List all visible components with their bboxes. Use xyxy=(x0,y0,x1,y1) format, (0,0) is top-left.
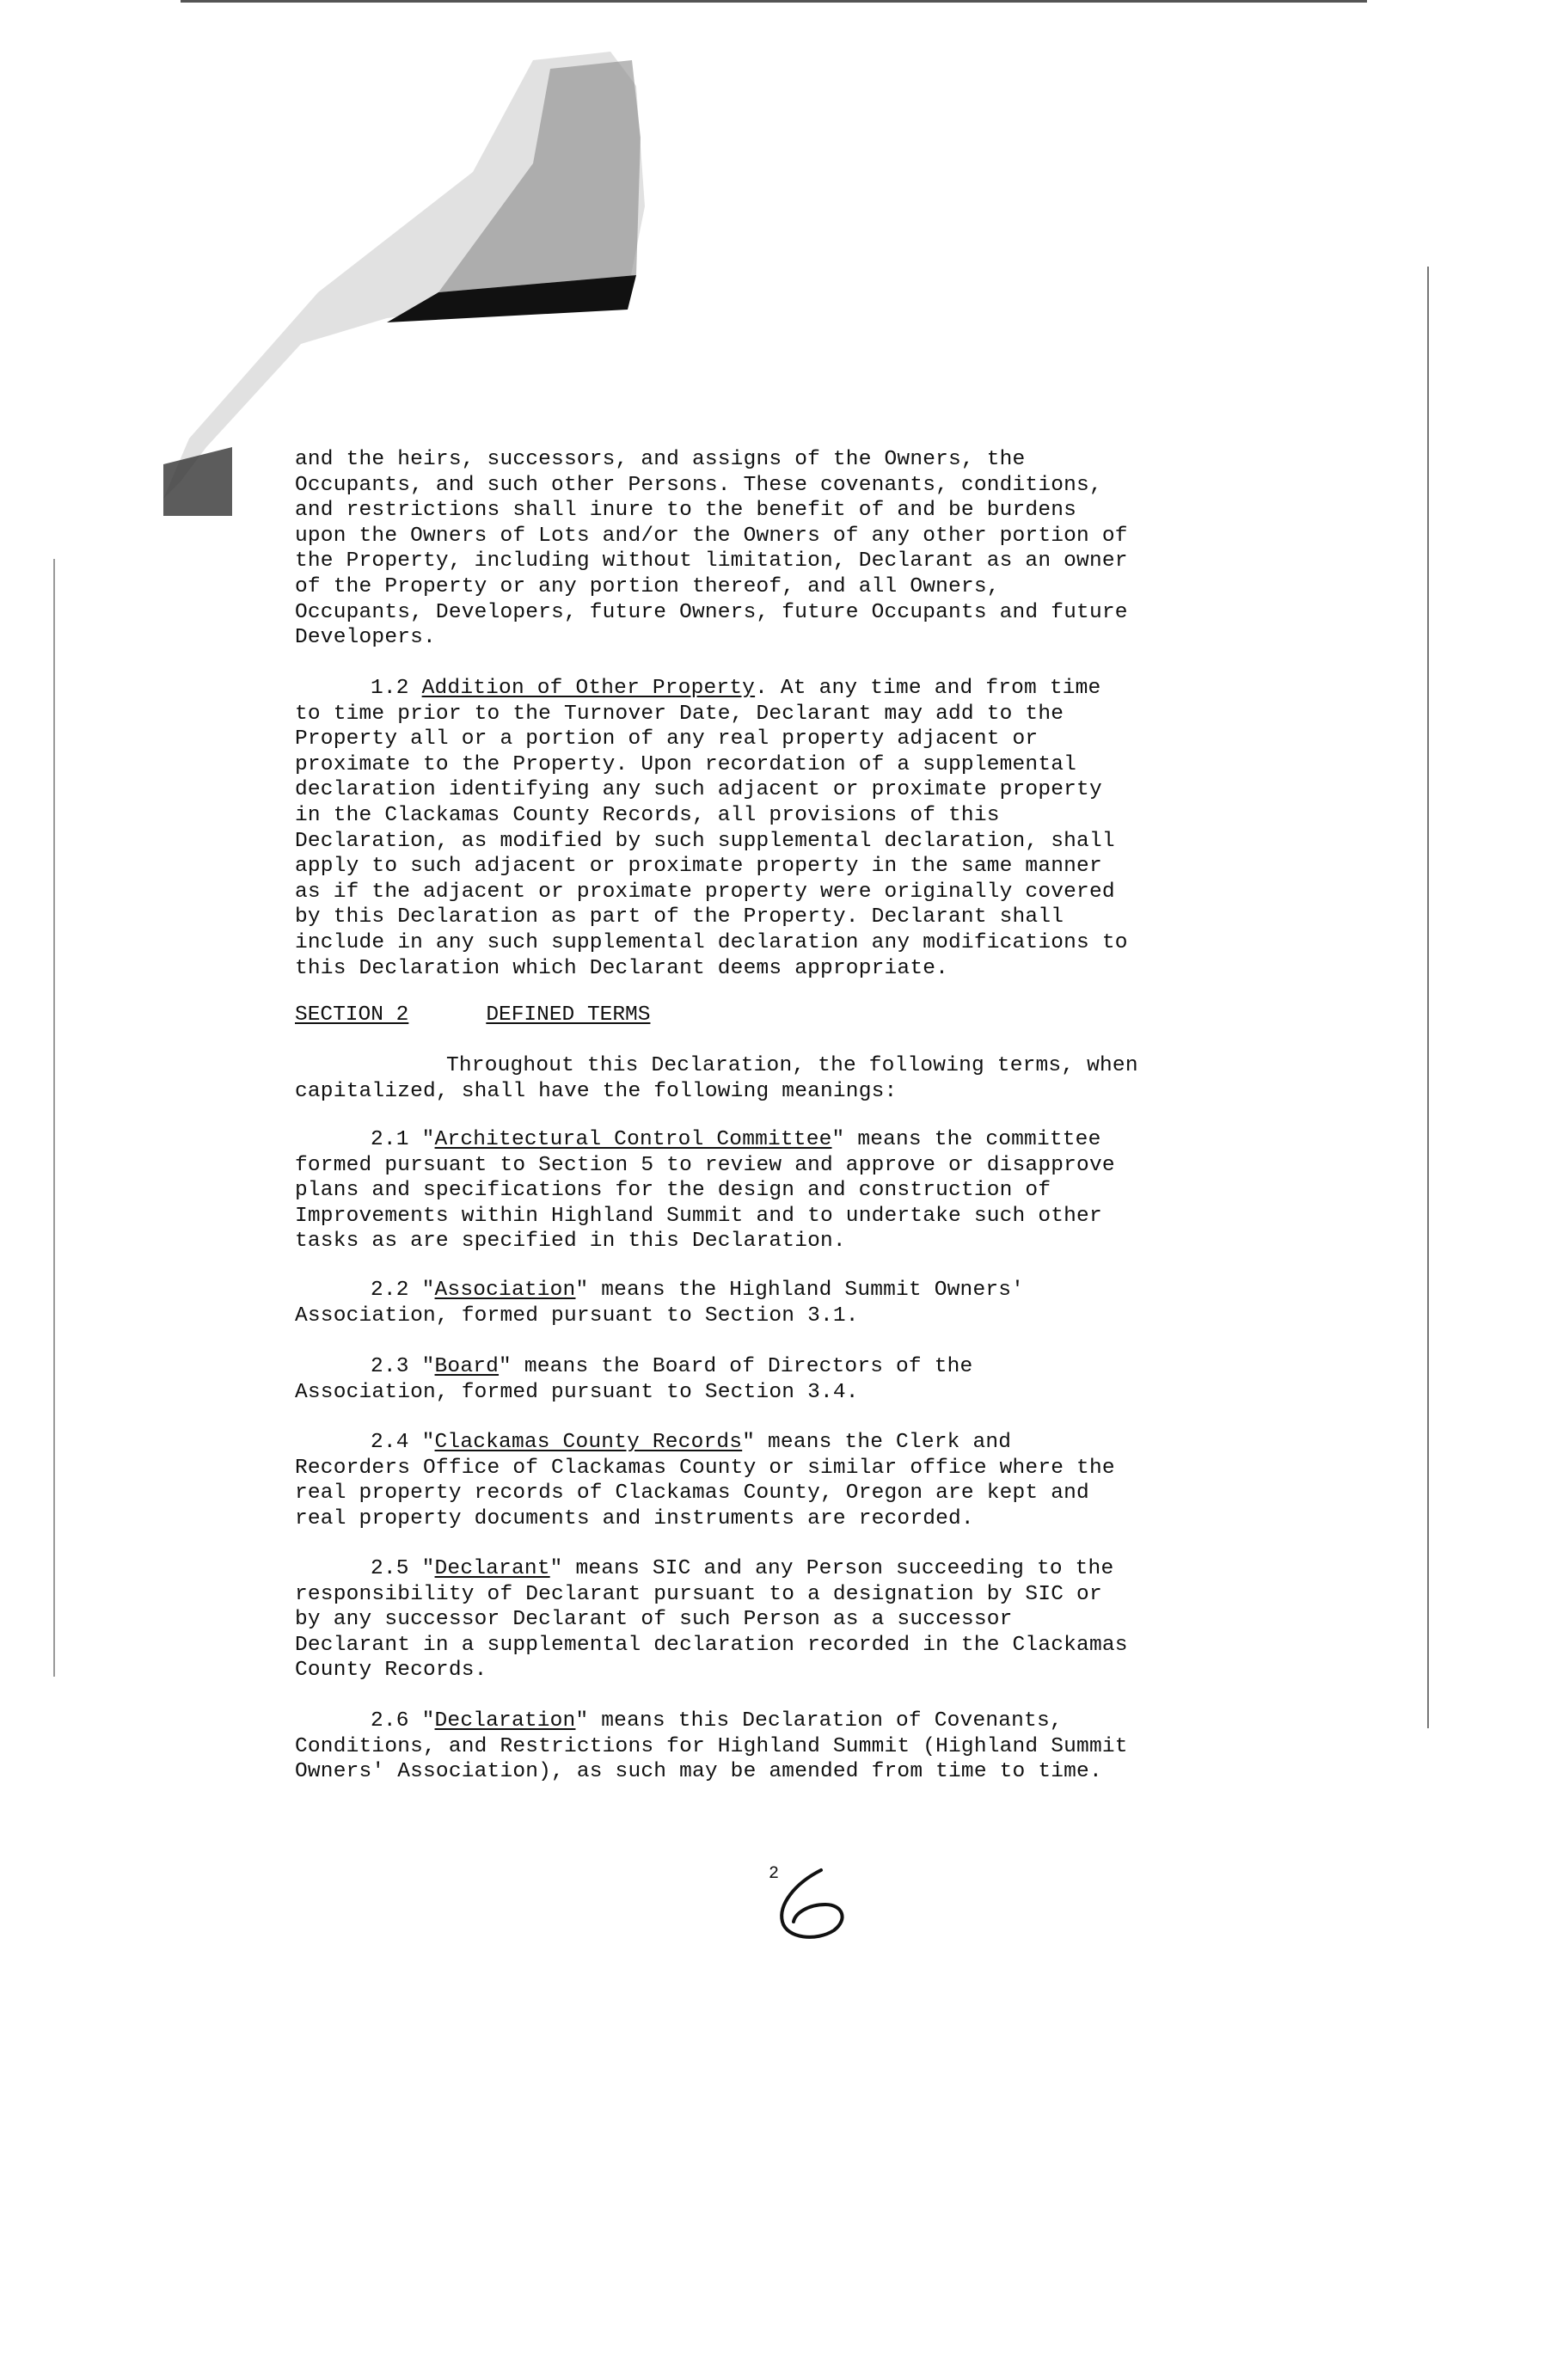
section-2-heading xyxy=(295,1003,650,1028)
definition-first-line: 2.6 "Declaration" means this Declaration of Covenants, xyxy=(371,1709,1063,1733)
text-line: the Property, including without limitation, Declarant as an owner xyxy=(295,549,1128,574)
text-line: Occupants, Developers, future Owners, future Occupants and future xyxy=(295,600,1128,624)
defined-term: Declaration xyxy=(434,1709,576,1733)
text-line: Property all or a portion of any real property adjacent or xyxy=(295,727,1039,751)
text-line: proximate to the Property. Upon recordation of a supplemental xyxy=(295,752,1077,776)
section-1-2-first-line: 1.2 Addition of Other Property. At any time and from time xyxy=(371,677,1101,700)
page-number: 2 xyxy=(769,1864,780,1884)
text-line: Association, formed pursuant to Section 3.1. xyxy=(295,1303,859,1328)
text-line: declaration identifying any such adjacent or proximate property xyxy=(295,778,1102,802)
text-line: Recorders Office of Clackamas County or similar office where the xyxy=(295,1456,1115,1480)
text-line: by this Declaration as part of the Property. Declarant shall xyxy=(295,905,1064,929)
definition-2-1 xyxy=(295,1127,1271,1254)
text-line: as if the adjacent or proximate property were originally covered xyxy=(295,880,1115,904)
text-line: Throughout this Declaration, the following terms, when xyxy=(446,1054,1138,1077)
section-title: DEFINED TERMS xyxy=(486,1003,651,1027)
text-line: of the Property or any portion thereof, and all Owners, xyxy=(295,574,1000,598)
definition-first-line: 2.3 "Board" means the Board of Directors of the xyxy=(371,1355,973,1378)
text-line: Developers. xyxy=(295,626,436,650)
handwritten-number xyxy=(769,1866,770,1867)
defined-term: Clackamas County Records xyxy=(434,1431,743,1454)
scan-left-border xyxy=(53,559,55,1677)
text-line: responsibility of Declarant pursuant to a designation by SIC or xyxy=(295,1582,1102,1606)
text-line: Improvements within Highland Summit and to undertake such other xyxy=(295,1204,1102,1228)
text-line: tasks as are specified in this Declaration. xyxy=(295,1230,846,1254)
handwritten-page-mark xyxy=(769,1866,864,1948)
text-line: this Declaration which Declarant deems appropriate. xyxy=(295,956,949,980)
intro-paragraph xyxy=(295,447,1271,651)
definition-2-4 xyxy=(295,1430,1271,1531)
defined-term: Board xyxy=(434,1355,500,1378)
text-line: apply to such adjacent or proximate property in the same manner xyxy=(295,855,1102,879)
text-line: Owners' Association), as such may be amended from time to time. xyxy=(295,1760,1102,1784)
definition-first-line: 2.2 "Association" means the Highland Summit Owners' xyxy=(371,1279,1025,1302)
text-line: Occupants, and such other Persons. These covenants, conditions, xyxy=(295,473,1102,497)
text-line: in the Clackamas County Records, all provisions of this xyxy=(295,803,1000,827)
text-line: to time prior to the Turnover Date, Declarant may add to the xyxy=(295,702,1064,726)
scan-top-border xyxy=(181,0,1367,3)
text-line: plans and specifications for the design and construction of xyxy=(295,1179,1051,1203)
text-line: Declaration, as modified by such supplemental declaration, shall xyxy=(295,829,1115,853)
definition-2-5 xyxy=(295,1556,1271,1684)
definition-first-line: 2.5 "Declarant" means SIC and any Person succeeding to the xyxy=(371,1557,1114,1580)
text-line: capitalized, shall have the following meanings: xyxy=(295,1079,898,1103)
page-curl-shadow xyxy=(129,34,645,516)
text-line: real property documents and instruments are recorded. xyxy=(295,1506,974,1530)
text-line: Declarant in a supplemental declaration recorded in the Clackamas xyxy=(295,1633,1128,1657)
defined-term: Association xyxy=(434,1279,576,1302)
handwritten-six-drawing xyxy=(769,1866,864,1943)
text-line: formed pursuant to Section 5 to review and approve or disapprove xyxy=(295,1153,1115,1177)
defined-term: Architectural Control Committee xyxy=(434,1128,832,1151)
section-label: SECTION 2 xyxy=(295,1003,409,1027)
text-line: real property records of Clackamas County, Oregon are kept and xyxy=(295,1481,1089,1506)
text-line: Conditions, and Restrictions for Highland Summit (Highland Summit xyxy=(295,1734,1128,1758)
text-line: by any successor Declarant of such Person as a successor xyxy=(295,1608,1013,1632)
section-title: Addition of Other Property xyxy=(421,677,756,700)
defined-term: Declarant xyxy=(434,1557,550,1580)
section-2-intro xyxy=(295,1053,1271,1104)
definition-first-line: 2.1 "Architectural Control Committee" means the committee xyxy=(371,1128,1101,1151)
definition-2-2 xyxy=(295,1278,1271,1328)
definition-2-3 xyxy=(295,1354,1271,1405)
text-line: and restrictions shall inure to the benefit of and be burdens xyxy=(295,499,1077,523)
section-1-2 xyxy=(295,676,1271,981)
text-line: Association, formed pursuant to Section 3.4. xyxy=(295,1380,859,1404)
section-number: 1.2 xyxy=(371,677,409,700)
scan-right-border xyxy=(1427,267,1429,1728)
text-line: and the heirs, successors, and assigns of the Owners, the xyxy=(295,448,1026,471)
definition-2-6 xyxy=(295,1708,1271,1785)
text-line: upon the Owners of Lots and/or the Owners of any other portion of xyxy=(295,524,1128,548)
text-line: include in any such supplemental declaration any modifications to xyxy=(295,930,1128,954)
text-line: County Records. xyxy=(295,1659,487,1683)
definition-first-line: 2.4 "Clackamas County Records" means the Clerk and xyxy=(371,1431,1012,1454)
